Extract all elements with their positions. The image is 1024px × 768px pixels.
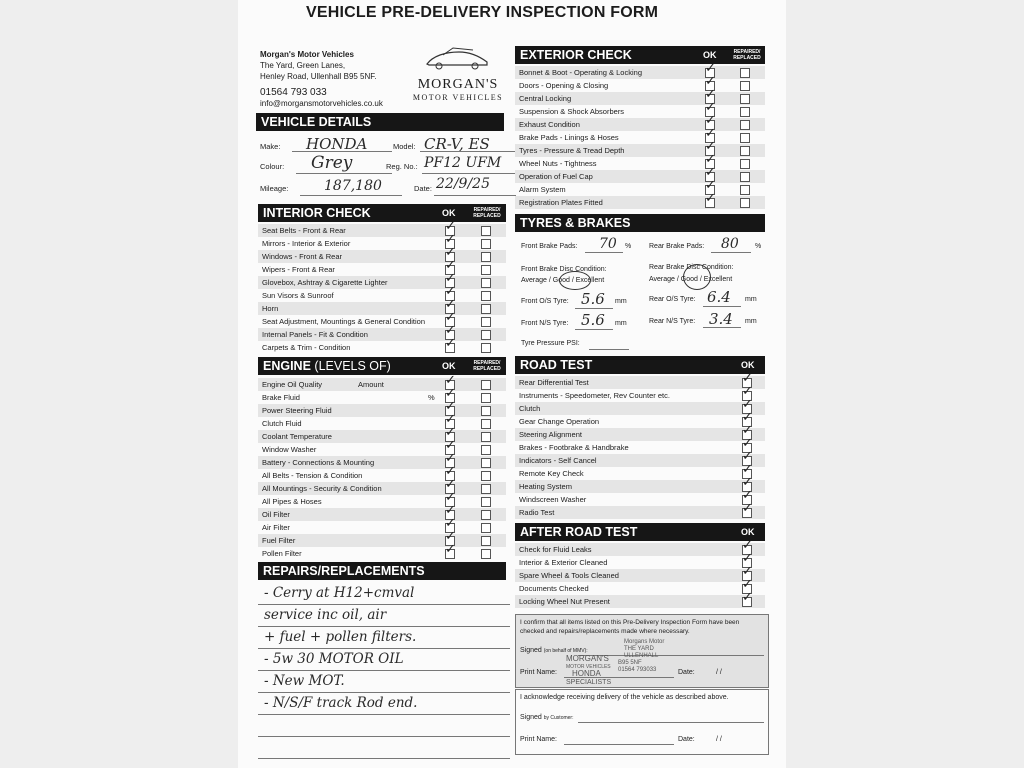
item-label: Seat Adjustment, Mountings & General Condition [262, 317, 426, 326]
exterior-check-row [515, 170, 765, 183]
tyres-brakes-header: TYRES & BRAKES [515, 214, 765, 232]
exterior-check-row [515, 66, 765, 79]
rear-os-mm: mm [745, 296, 757, 303]
item-label: Mirrors - Interior & Exterior [262, 239, 351, 248]
company-name: Morgan's Motor Vehicles [260, 50, 354, 59]
engine-check-row [258, 534, 506, 547]
item-label: Registration Plates Fitted [519, 198, 603, 207]
engine-check-row [258, 547, 506, 560]
item-label: Carpets & Trim - Condition [262, 343, 351, 352]
reg-value[interactable]: PF12 UFM [424, 155, 502, 171]
logo-text-main: MORGAN'S [417, 77, 499, 92]
ok-checkbox[interactable] [742, 508, 752, 518]
tyre-pressure-label: Tyre Pressure PSI: [521, 340, 580, 347]
item-label: Bonnet & Boot - Operating & Locking [519, 68, 642, 77]
interior-check-row [258, 250, 506, 263]
rear-os-label: Rear O/S Tyre: [649, 296, 696, 303]
item-label: Battery - Connections & Mounting [262, 458, 375, 467]
company-logo [398, 44, 518, 102]
repaired-replaced-checkbox[interactable] [740, 120, 750, 130]
engine-check-row [258, 456, 506, 469]
exterior-check-row [515, 92, 765, 105]
confirmation-box [515, 614, 769, 688]
road-test-row [515, 441, 765, 454]
item-label: All Belts - Tension & Condition [262, 471, 363, 480]
item-label: Coolant Temperature [262, 432, 332, 441]
item-label: Oil Filter [262, 510, 290, 519]
item-label: Glovebox, Ashtray & Cigarette Lighter [262, 278, 388, 287]
car-silhouette-icon [423, 44, 493, 72]
engine-check-row [258, 521, 506, 534]
interior-check-row [258, 328, 506, 341]
engine-check-row [258, 417, 506, 430]
confirm-print-label: Print Name: [520, 669, 557, 676]
rear-pads-percent: % [755, 243, 762, 250]
confirm-signed-label: Signed (on behalf of MMV): [520, 647, 588, 654]
company-address-line-2: Henley Road, Ullenhall B95 5NF. [260, 72, 377, 81]
repaired-replaced-checkbox[interactable] [481, 523, 491, 533]
item-label: Suspension & Shock Absorbers [519, 107, 625, 116]
make-label: Make: [260, 142, 281, 151]
mileage-value[interactable]: 187,180 [324, 178, 382, 194]
road-test-header: ROAD TEST OK [515, 356, 765, 374]
item-label: Rear Differential Test [519, 378, 589, 387]
repaired-replaced-checkbox[interactable] [481, 458, 491, 468]
repaired-replaced-checkbox[interactable] [481, 445, 491, 455]
interior-check-row [258, 302, 506, 315]
engine-amount-label: Amount [358, 380, 384, 389]
repaired-replaced-checkbox[interactable] [740, 146, 750, 156]
item-label: Power Steering Fluid [262, 406, 332, 415]
repaired-replaced-checkbox[interactable] [481, 406, 491, 416]
engine-check-list [258, 378, 506, 560]
repair-note-text: - New MOT. [264, 673, 345, 689]
repaired-replaced-checkbox[interactable] [481, 432, 491, 442]
road-test-list [515, 376, 765, 519]
after-road-test-row [515, 582, 765, 595]
repaired-replaced-checkbox[interactable] [481, 343, 491, 353]
repaired-replaced-checkbox[interactable] [740, 198, 750, 208]
item-label: Wipers - Front & Rear [262, 265, 335, 274]
repaired-replaced-checkbox[interactable] [481, 239, 491, 249]
front-disc-label: Front Brake Disc Condition: [521, 266, 607, 273]
front-ns-label: Front N/S Tyre: [521, 320, 569, 327]
confirm-date-value[interactable]: / / [716, 669, 722, 676]
interior-check-row [258, 341, 506, 354]
front-os-label: Front O/S Tyre: [521, 298, 569, 305]
form-title: VEHICLE PRE-DELIVERY INSPECTION FORM [306, 4, 659, 21]
exterior-check-row [515, 79, 765, 92]
item-label: Spare Wheel & Tools Cleaned [519, 571, 619, 580]
front-disc-options: Average / Good / Excellent [521, 277, 605, 284]
rear-ns-value[interactable]: 3.4 [709, 310, 733, 328]
road-test-row [515, 428, 765, 441]
front-pads-value[interactable]: 70 [599, 236, 617, 252]
repaired-replaced-checkbox[interactable] [481, 484, 491, 494]
repair-note-line [258, 583, 510, 605]
front-os-value[interactable]: 5.6 [581, 290, 605, 308]
after-road-test-row [515, 569, 765, 582]
rear-disc-label: Rear Brake Disc Condition: [649, 264, 734, 271]
vehicle-details-header: VEHICLE DETAILS [256, 113, 504, 131]
item-label: Doors - Opening & Closing [519, 81, 609, 90]
confirmation-text: I confirm that all items listed on this Pre-Delivery Inspection Form have been checked and repairs/replacements made where necessary. [520, 619, 740, 635]
item-label: Sun Visors & Sunroof [262, 291, 334, 300]
rear-os-value[interactable]: 6.4 [707, 288, 731, 306]
repaired-replaced-checkbox[interactable] [481, 291, 491, 301]
colour-label: Colour: [260, 162, 285, 171]
engine-header: ENGINE (LEVELS OF) OK REPAIRED/ REPLACED [258, 357, 506, 375]
interior-check-row [258, 237, 506, 250]
engine-check-row [258, 482, 506, 495]
engine-check-row [258, 495, 506, 508]
engine-check-row [258, 469, 506, 482]
confirm-date-label: Date: [678, 669, 695, 676]
repair-note-line [258, 605, 510, 627]
repaired-replaced-checkbox[interactable] [481, 317, 491, 327]
after-road-test-header: AFTER ROAD TEST OK [515, 523, 765, 541]
repaired-replaced-checkbox[interactable] [481, 304, 491, 314]
road-test-row [515, 389, 765, 402]
interior-check-row [258, 315, 506, 328]
item-label: Heating System [519, 482, 572, 491]
after-road-test-row [515, 595, 765, 608]
repair-note-line [258, 627, 510, 649]
mileage-label: Mileage: [260, 184, 289, 193]
road-test-row [515, 415, 765, 428]
rear-disc-selection-circle [683, 264, 711, 290]
item-label: Central Locking [519, 94, 572, 103]
item-label: Locking Wheel Nut Present [519, 597, 610, 606]
repaired-replaced-checkbox[interactable] [481, 536, 491, 546]
item-label: Clutch [519, 404, 541, 413]
ack-date-label: Date: [678, 736, 695, 743]
item-label: Steering Alignment [519, 430, 582, 439]
item-label: Operation of Fuel Cap [519, 172, 593, 181]
acknowledgement-text: I acknowledge receiving delivery of the vehicle as described above. [520, 694, 729, 701]
company-stamp: Morgans Motor THE YARD ULLENHALL B95 5NF 01564 793033 MORGAN'S MOTOR VEHICLES HONDA SPECIALISTS [566, 639, 665, 686]
repaired-replaced-checkbox[interactable] [740, 107, 750, 117]
repairs-notes[interactable] [258, 583, 510, 759]
repaired-replaced-checkbox[interactable] [740, 68, 750, 78]
engine-check-row [258, 430, 506, 443]
item-label: Tyres - Pressure & Tread Depth [519, 146, 625, 155]
interior-check-header: INTERIOR CHECK OK REPAIRED/ REPLACED [258, 204, 506, 222]
ack-date-value[interactable]: / / [716, 736, 722, 743]
interior-check-row [258, 224, 506, 237]
exterior-check-row [515, 118, 765, 131]
engine-check-row [258, 508, 506, 521]
item-label: Interior & Exterior Cleaned [519, 558, 608, 567]
road-test-row [515, 493, 765, 506]
vehicle-details-section [256, 133, 516, 201]
exterior-check-row [515, 183, 765, 196]
repaired-replaced-checkbox[interactable] [481, 226, 491, 236]
after-road-test-row [515, 543, 765, 556]
repairs-header: REPAIRS/REPLACEMENTS [258, 562, 506, 580]
logo-text-sub: MOTOR VEHICLES [412, 93, 504, 102]
ok-checkbox[interactable] [742, 597, 752, 607]
item-label: Radio Test [519, 508, 555, 517]
repair-note-line [258, 649, 510, 671]
item-label: Check for Fluid Leaks [519, 545, 592, 554]
item-label: Seat Belts - Front & Rear [262, 226, 346, 235]
ack-print-line[interactable] [564, 744, 674, 745]
front-disc-selection-circle [559, 271, 591, 290]
item-label: Brakes - Footbrake & Handbrake [519, 443, 629, 452]
repair-note-line [258, 671, 510, 693]
item-label: Alarm System [519, 185, 566, 194]
rear-ns-mm: mm [745, 318, 757, 325]
exterior-check-header: EXTERIOR CHECK OK REPAIRED/ REPLACED [515, 46, 765, 64]
tyres-brakes-section [515, 234, 765, 354]
repaired-replaced-checkbox[interactable] [740, 133, 750, 143]
model-label: Model: [393, 142, 416, 151]
ok-checkbox[interactable] [445, 549, 455, 559]
date-value[interactable]: 22/9/25 [436, 176, 490, 192]
item-label: Documents Checked [519, 584, 589, 593]
repaired-replaced-checkbox[interactable] [740, 185, 750, 195]
make-value[interactable]: HONDA [306, 135, 368, 153]
item-label: Horn [262, 304, 279, 313]
ack-print-label: Print Name: [520, 736, 557, 743]
item-label: All Pipes & Hoses [262, 497, 322, 506]
road-test-row [515, 467, 765, 480]
item-label: Windscreen Washer [519, 495, 587, 504]
road-test-row [515, 480, 765, 493]
item-label: Window Washer [262, 445, 317, 454]
ack-signed-label: Signed by Customer: [520, 714, 574, 721]
item-label: Indicators - Self Cancel [519, 456, 597, 465]
road-test-row [515, 402, 765, 415]
item-label: Internal Panels - Fit & Condition [262, 330, 368, 339]
rear-disc-options: Average / Good / Excellent [649, 276, 733, 283]
repair-note-text: service inc oil, air [264, 607, 387, 623]
rear-pads-label: Rear Brake Pads: [649, 243, 705, 250]
ok-checkbox[interactable] [705, 198, 715, 208]
repair-note-text: - 5w 30 MOTOR OIL [264, 651, 404, 667]
repair-note-line[interactable] [258, 737, 510, 759]
item-label: All Mountings - Security & Condition [262, 484, 382, 493]
exterior-check-list [515, 66, 765, 209]
inspection-form-sheet [238, 0, 786, 768]
road-test-row [515, 376, 765, 389]
engine-percent-label: % [428, 393, 435, 402]
interior-check-row [258, 289, 506, 302]
repaired-replaced-checkbox[interactable] [481, 393, 491, 403]
repaired-replaced-checkbox[interactable] [481, 419, 491, 429]
exterior-check-row [515, 131, 765, 144]
engine-check-row [258, 391, 506, 404]
engine-check-row [258, 443, 506, 456]
repair-note-text: - N/S/F track Rod end. [264, 695, 418, 711]
delivery-acknowledgement-box [515, 689, 769, 755]
repaired-replaced-checkbox[interactable] [740, 172, 750, 182]
repair-note-text: - Cerry at H12+cmval [264, 585, 415, 601]
repaired-replaced-checkbox[interactable] [481, 265, 491, 275]
after-road-test-list [515, 543, 765, 608]
item-label: Wheel Nuts - Tightness [519, 159, 597, 168]
repaired-replaced-checkbox[interactable] [740, 81, 750, 91]
company-address-block [260, 49, 383, 109]
exterior-check-row [515, 105, 765, 118]
rear-pads-value[interactable]: 80 [721, 236, 739, 252]
engine-check-row [258, 404, 506, 417]
reg-label: Reg. No.: [386, 162, 418, 171]
repaired-replaced-checkbox[interactable] [481, 497, 491, 507]
front-ns-value[interactable]: 5.6 [581, 311, 605, 329]
item-label: Gear Change Operation [519, 417, 600, 426]
road-test-row [515, 506, 765, 519]
exterior-check-row [515, 157, 765, 170]
repaired-replaced-checkbox[interactable] [740, 94, 750, 104]
interior-check-row [258, 276, 506, 289]
ack-signature-line[interactable] [578, 722, 764, 723]
repaired-replaced-checkbox[interactable] [481, 471, 491, 481]
front-pads-label: Front Brake Pads: [521, 243, 578, 250]
model-value[interactable]: CR-V, ES [424, 135, 490, 153]
ok-checkbox[interactable] [445, 343, 455, 353]
item-label: Brake Pads - Linings & Hoses [519, 133, 619, 142]
item-label: Remote Key Check [519, 469, 584, 478]
rear-ns-label: Rear N/S Tyre: [649, 318, 696, 325]
repaired-replaced-checkbox[interactable] [481, 510, 491, 520]
item-label: Engine Oil Quality [262, 380, 323, 389]
date-label: Date: [414, 184, 432, 193]
front-pads-percent: % [625, 243, 632, 250]
repaired-replaced-checkbox[interactable] [481, 380, 491, 390]
repair-note-text: + fuel + pollen filters. [264, 629, 417, 645]
colour-value[interactable]: Grey [311, 153, 353, 173]
front-os-mm: mm [615, 298, 627, 305]
item-label: Air Filter [262, 523, 290, 532]
repaired-replaced-checkbox[interactable] [481, 330, 491, 340]
company-address-line-1: The Yard, Green Lanes, [260, 61, 346, 70]
repaired-replaced-checkbox[interactable] [481, 549, 491, 559]
item-label: Exhaust Condition [519, 120, 580, 129]
item-label: Instruments - Speedometer, Rev Counter etc. [519, 391, 670, 400]
company-email: info@morgansmotorvehicles.co.uk [260, 99, 383, 108]
exterior-check-row [515, 144, 765, 157]
item-label: Brake Fluid [262, 393, 300, 402]
repaired-replaced-checkbox[interactable] [481, 252, 491, 262]
item-label: Windows - Front & Rear [262, 252, 343, 261]
interior-check-list [258, 224, 506, 354]
repair-note-line [258, 693, 510, 715]
road-test-row [515, 454, 765, 467]
item-label: Fuel Filter [262, 536, 296, 545]
interior-check-row [258, 263, 506, 276]
repaired-replaced-checkbox[interactable] [481, 278, 491, 288]
item-label: Clutch Fluid [262, 419, 302, 428]
after-road-test-row [515, 556, 765, 569]
exterior-check-row [515, 196, 765, 209]
repair-note-line[interactable] [258, 715, 510, 737]
repaired-replaced-checkbox[interactable] [740, 159, 750, 169]
company-phone: 01564 793 033 [260, 87, 327, 98]
front-ns-mm: mm [615, 320, 627, 327]
item-label: Pollen Filter [262, 549, 302, 558]
